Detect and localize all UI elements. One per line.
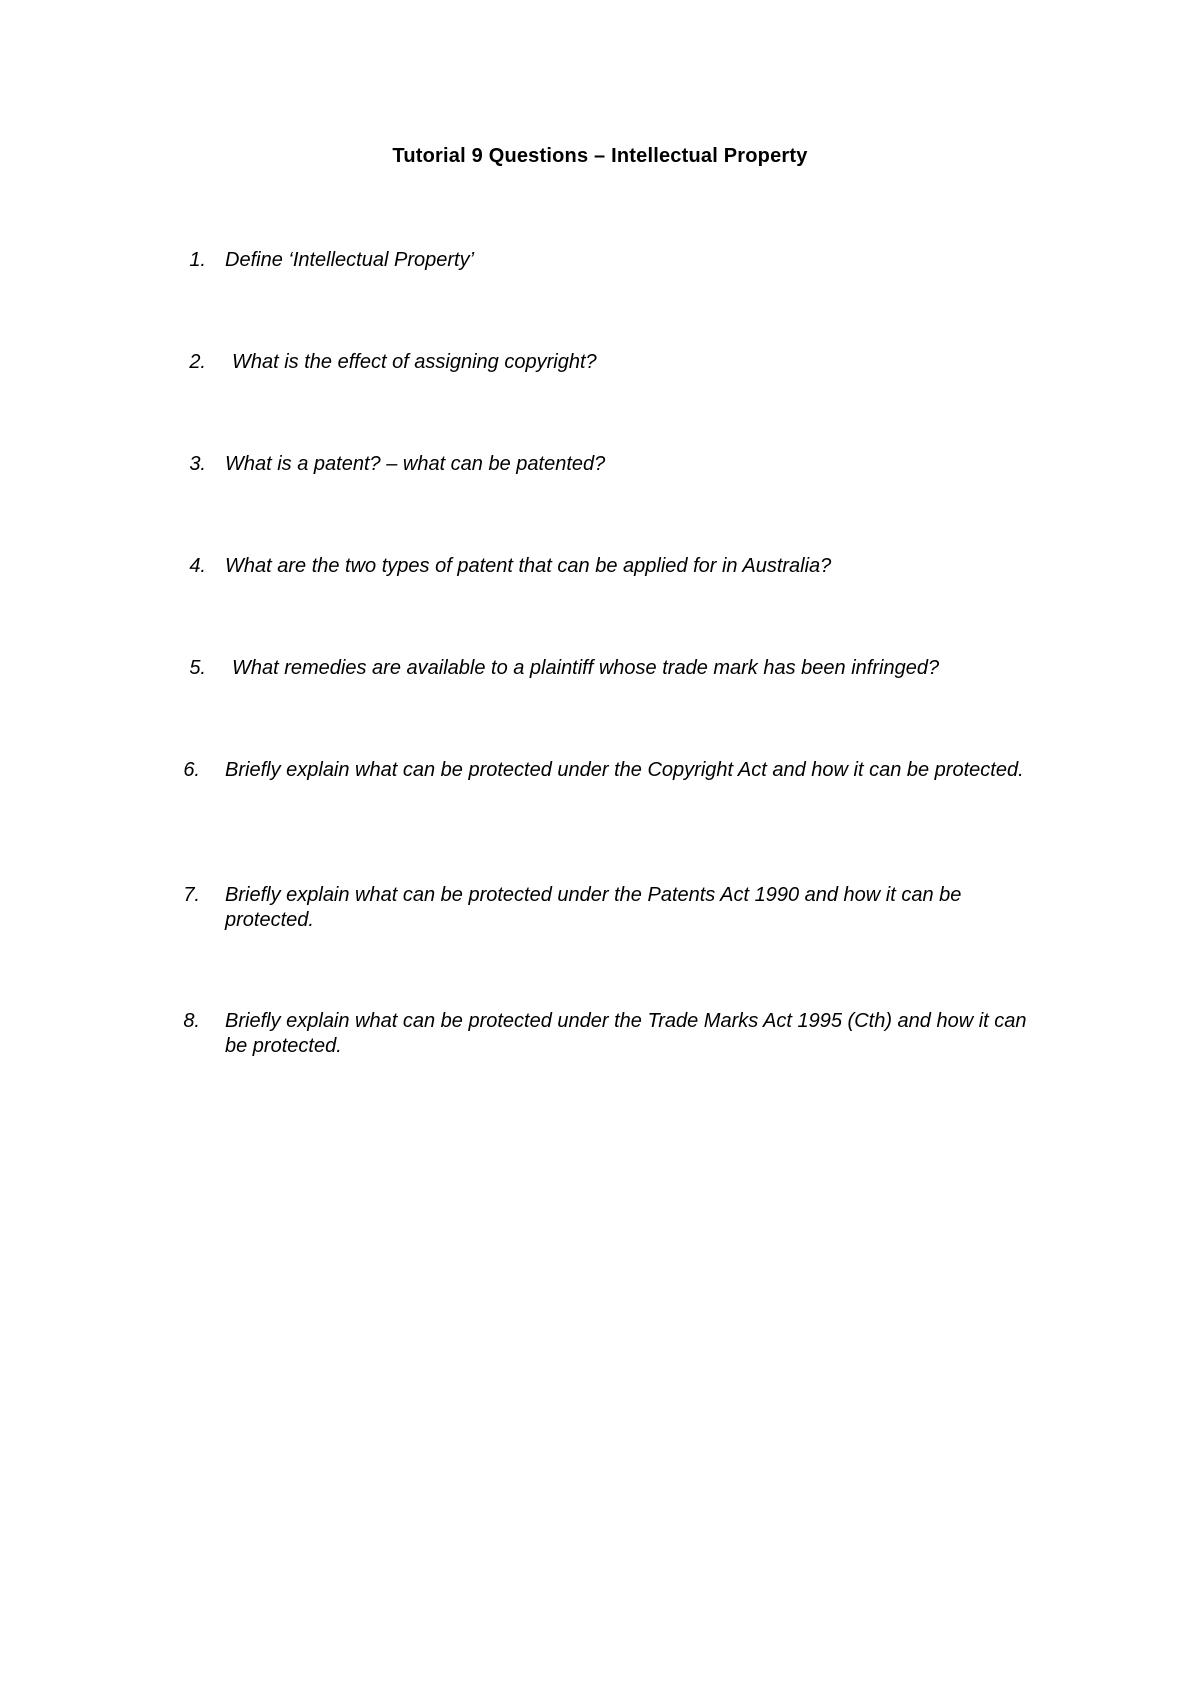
question-text: What is the effect of assigning copyright? [232, 351, 597, 373]
question-text: Briefly explain what can be protected under the Copyright Act and how it can be protected. [225, 759, 1024, 781]
question-number: 1. [189, 249, 206, 271]
page-title: Tutorial 9 Questions – Intellectual Property [392, 145, 808, 167]
question-number: 3. [189, 453, 206, 475]
question-number: 2. [189, 351, 206, 373]
question-text: Briefly explain what can be protected under the Patents Act 1990 and how it can be protected. [225, 884, 962, 931]
question-text: Briefly explain what can be protected under the Trade Marks Act 1995 (Cth) and how it can be protected. [225, 1010, 1027, 1057]
question-number: 7. [183, 884, 200, 906]
question-text: What is a patent? – what can be patented? [225, 453, 606, 475]
question-text: What are the two types of patent that can be applied for in Australia? [225, 555, 832, 577]
question-number: 5. [189, 657, 206, 679]
question-number: 4. [189, 555, 206, 577]
question-text: What remedies are available to a plaintiff whose trade mark has been infringed? [232, 657, 940, 679]
question-text: Define ‘Intellectual Property’ [225, 249, 475, 271]
question-number: 8. [183, 1010, 200, 1032]
question-number: 6. [183, 759, 200, 781]
